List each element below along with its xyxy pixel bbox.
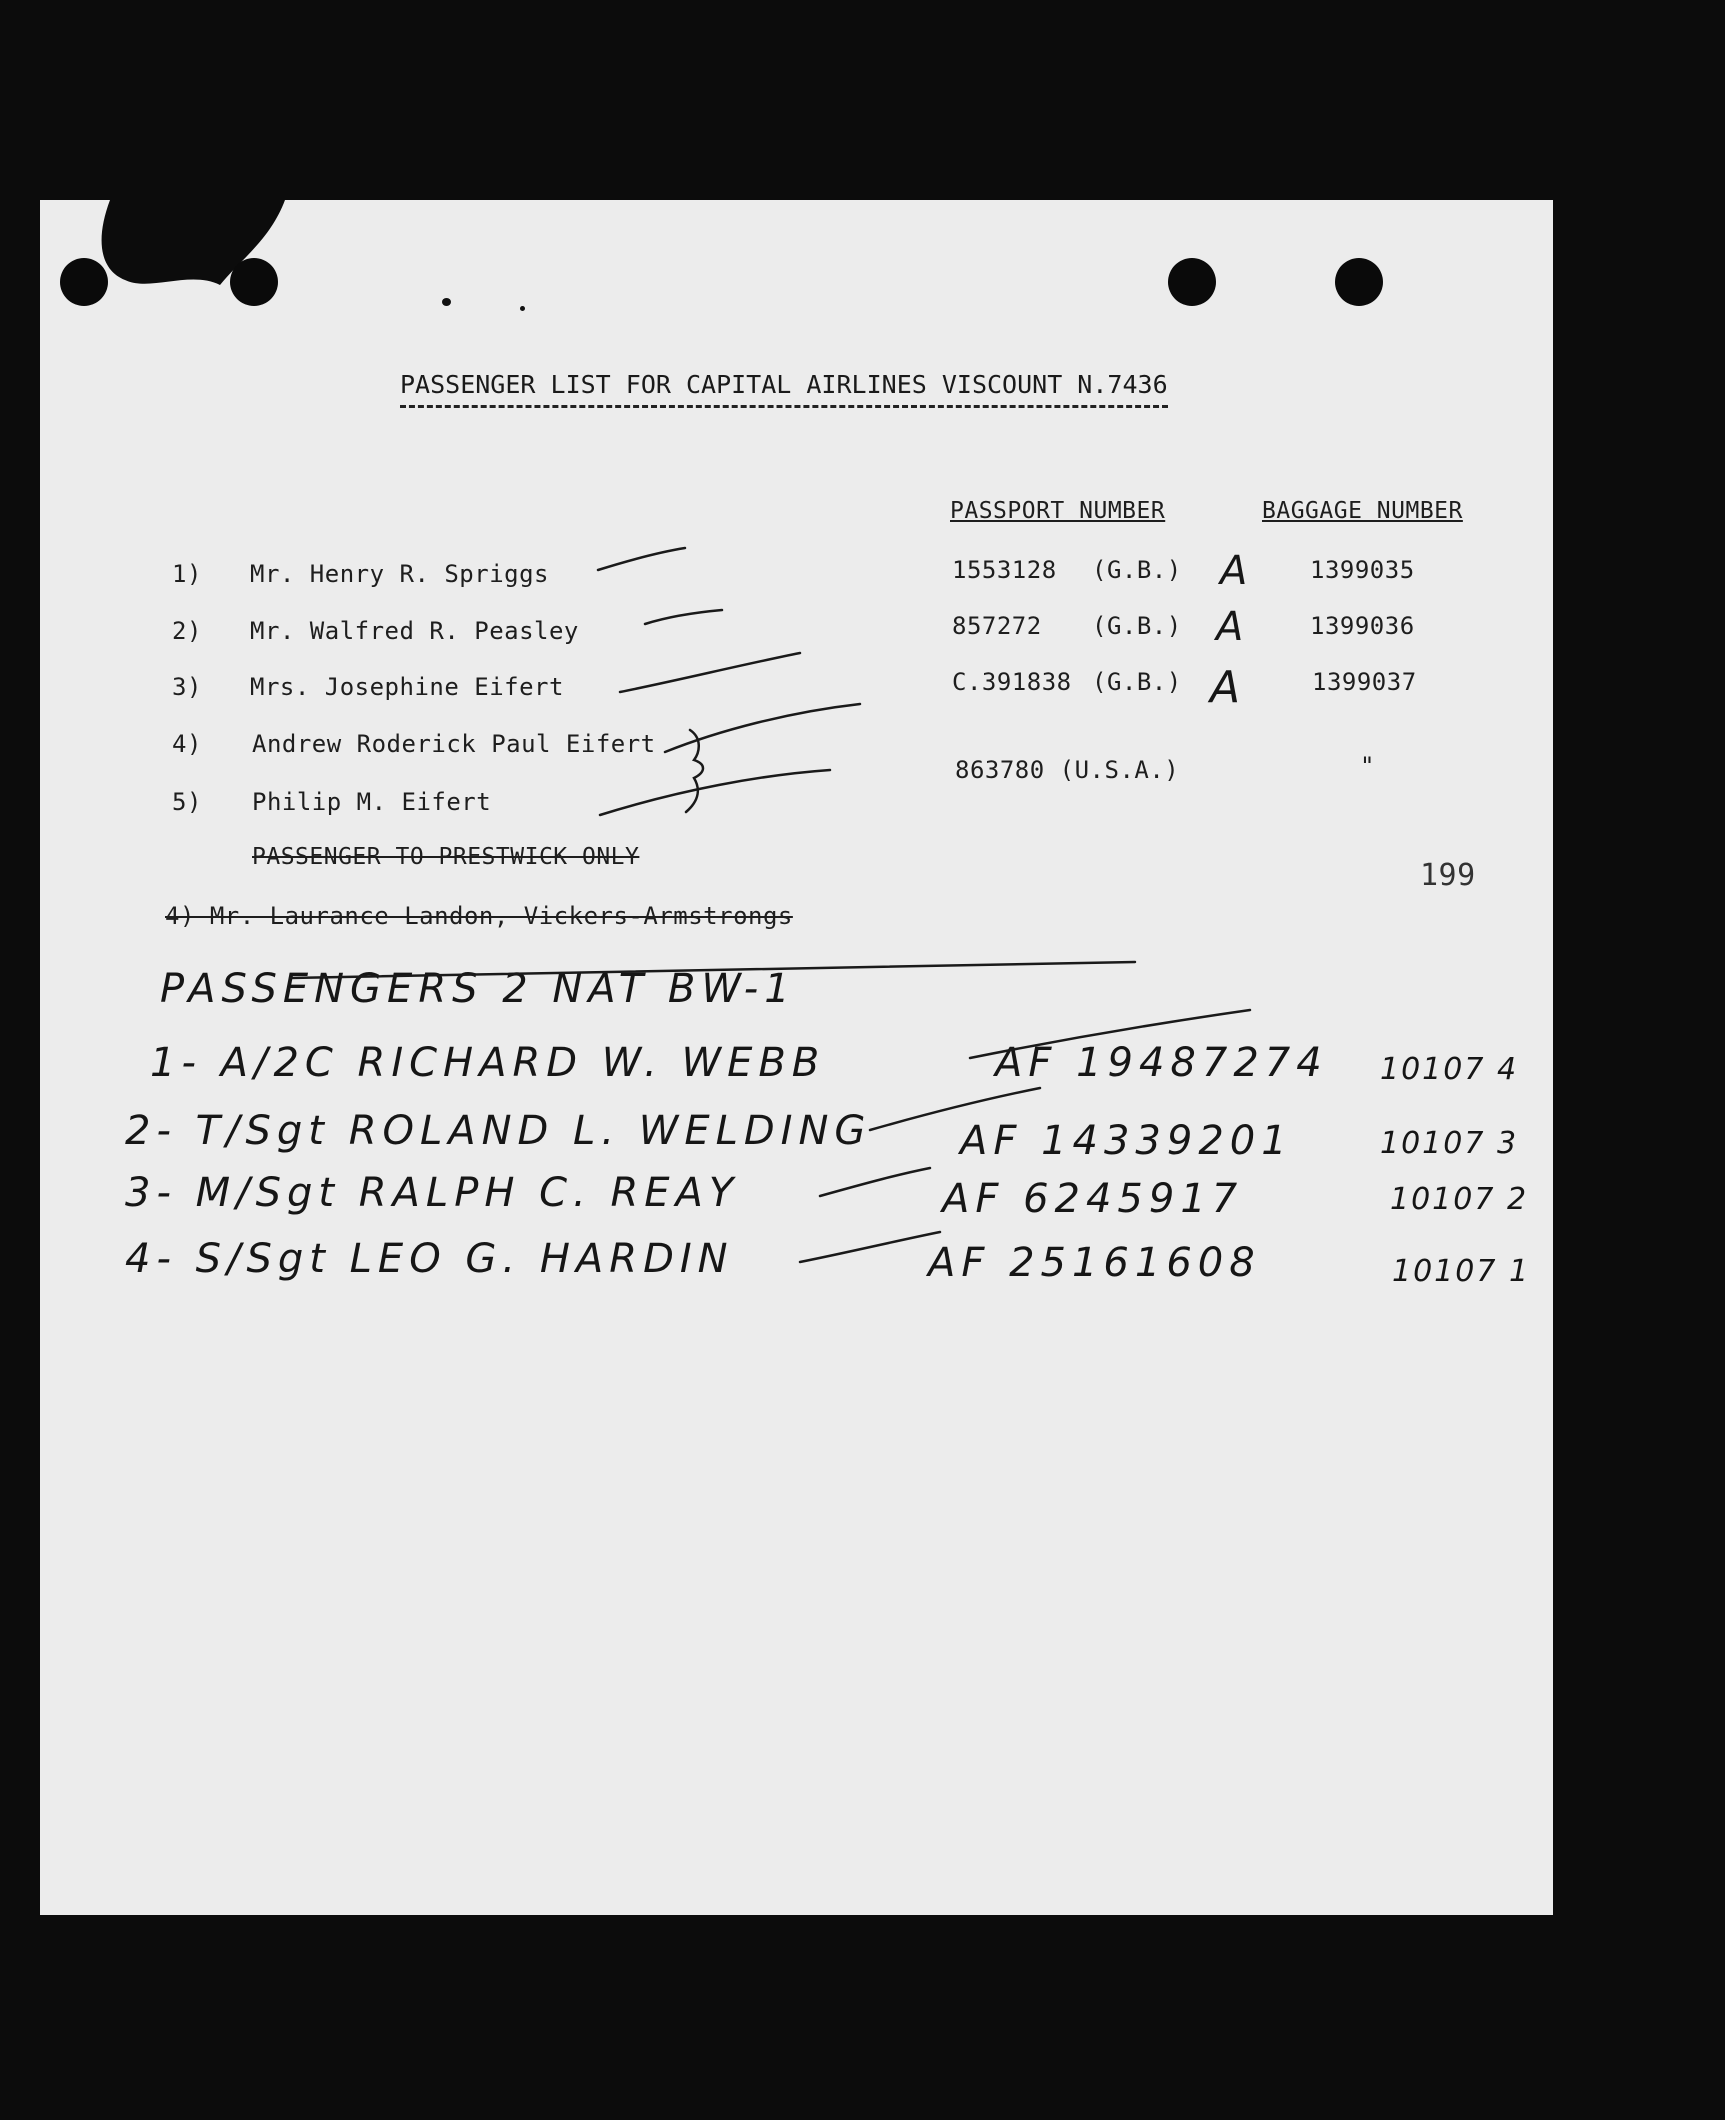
passport-country: (G.B.): [1092, 668, 1182, 696]
passenger-number: 1): [172, 560, 202, 588]
passenger-number: 3): [172, 673, 202, 701]
baggage-mark: A: [1210, 662, 1247, 713]
struck-entry: 4) Mr. Laurance Landon, Vickers-Armstrongs: [165, 902, 793, 930]
baggage-number: 1399035: [1310, 556, 1415, 584]
passport-number: C.391838: [952, 668, 1072, 696]
page-number: 199: [1420, 858, 1476, 893]
handwritten-passenger: 4- S/Sgt LEO G. HARDIN: [125, 1236, 734, 1282]
handwritten-baggage: 10107 1: [1392, 1254, 1531, 1289]
handwritten-passenger: 2- T/Sgt ROLAND L. WELDING: [125, 1108, 872, 1154]
passport-number: 857272: [952, 612, 1042, 640]
baggage-mark: A: [1220, 548, 1254, 594]
passenger-name: Mr. Henry R. Spriggs: [250, 560, 549, 588]
passenger-name: Mrs. Josephine Eifert: [250, 673, 564, 701]
passenger-name: Philip M. Eifert: [252, 788, 492, 816]
handwritten-heading: PASSENGERS 2 NAT BW-1: [160, 966, 796, 1012]
passport-country: (G.B.): [1092, 556, 1182, 584]
handwritten-passenger: 1- A/2C RICHARD W. WEBB: [150, 1040, 826, 1086]
passenger-name: Andrew Roderick Paul Eifert: [252, 730, 656, 758]
handwritten-baggage: 10107 3: [1380, 1126, 1519, 1161]
handwritten-serial: AF 25161608: [928, 1240, 1261, 1286]
handwritten-serial: AF 14339201: [960, 1118, 1293, 1164]
baggage-column-header: BAGGAGE NUMBER: [1262, 498, 1463, 524]
ditto-mark: ": [1360, 752, 1375, 780]
handwritten-passenger: 3- M/Sgt RALPH C. REAY: [125, 1170, 740, 1216]
baggage-number: 1399037: [1312, 668, 1417, 696]
passenger-number: 4): [172, 730, 202, 758]
passenger-number: 2): [172, 617, 202, 645]
handwritten-serial: AF 6245917: [942, 1176, 1244, 1222]
passport-number: 1553128: [952, 556, 1057, 584]
baggage-number: 1399036: [1310, 612, 1415, 640]
passport-number: 863780 (U.S.A.): [955, 756, 1180, 784]
passenger-name: Mr. Walfred R. Peasley: [250, 617, 579, 645]
handwritten-serial: AF 19487274: [995, 1040, 1328, 1086]
document-title: PASSENGER LIST FOR CAPITAL AIRLINES VISCOUNT N.7436: [400, 370, 1168, 408]
handwritten-baggage: 10107 4: [1380, 1052, 1519, 1087]
baggage-mark: A: [1216, 604, 1250, 650]
passport-country: (G.B.): [1092, 612, 1182, 640]
passenger-number: 5): [172, 788, 202, 816]
struck-heading: PASSENGER TO PRESTWICK ONLY: [252, 844, 640, 870]
handwritten-baggage: 10107 2: [1390, 1182, 1529, 1217]
passport-column-header: PASSPORT NUMBER: [950, 498, 1166, 524]
